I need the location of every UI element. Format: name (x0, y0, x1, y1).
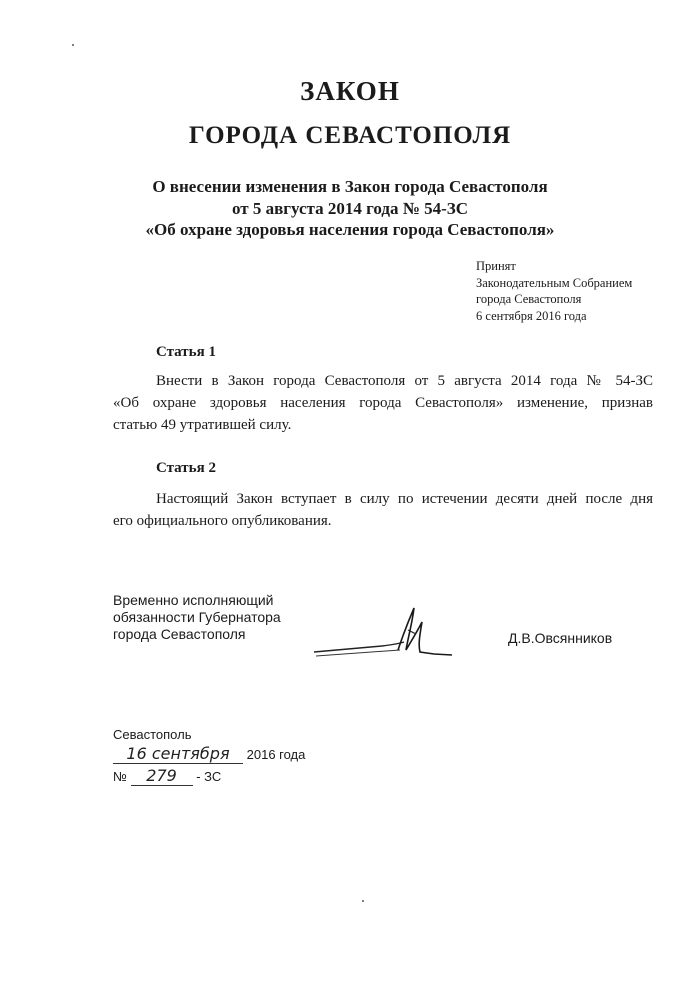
date-year: 2016 года (246, 747, 306, 762)
adoption-line: Принят (476, 259, 516, 273)
article-2-line: Настоящий Закон вступает в силу по истечении десяти дней после дня (156, 491, 653, 507)
article-1-title: Статья 1 (156, 344, 216, 360)
footer-date (113, 744, 305, 764)
article-1-body (113, 370, 653, 436)
adoption-line: 6 сентября 2016 года (476, 308, 587, 323)
signer-position-line: Временно исполняющий (113, 592, 274, 608)
footer-number (113, 766, 221, 786)
signer-name: Д.В.Овсянников (508, 630, 613, 646)
article-2-title: Статья 2 (156, 460, 216, 476)
signer-position (113, 592, 281, 643)
document-subtitle: ГОРОДА СЕВАСТОПОЛЯ (188, 122, 512, 149)
handwritten-signature (312, 600, 472, 670)
scan-speck (72, 44, 74, 46)
handwritten-date: 16 сентября (113, 744, 243, 764)
footer-city: Севастополь (113, 727, 192, 742)
article-1-line: статью 49 утратившей силу. (113, 417, 292, 433)
number-prefix: № (113, 769, 127, 784)
article-1-line: «Об охране здоровья населения города Севастополя» изменение, признав (113, 395, 653, 411)
law-heading-line-2: от 5 августа 2014 года № 54-ЗС (231, 199, 468, 218)
adoption-line: города Севастополя (476, 292, 582, 306)
handwritten-number: 279 (131, 766, 193, 786)
adoption-block (476, 258, 686, 324)
article-2-body (113, 488, 653, 532)
signer-position-line: обязанности Губернатора (113, 609, 281, 625)
law-heading-line-3: «Об охране здоровья населения города Севастополя» (145, 220, 555, 239)
adoption-line: Законодательным Собранием (476, 275, 633, 290)
article-2-line: его официального опубликования. (113, 513, 332, 529)
document-title: ЗАКОН (300, 76, 400, 106)
scan-speck (362, 900, 364, 902)
article-1-line: Внести в Закон города Севастополя от 5 августа 2014 года № 54-ЗС (156, 373, 653, 389)
signer-position-line: города Севастополя (113, 626, 246, 642)
number-suffix: - ЗС (196, 769, 222, 784)
law-heading-line-1: О внесении изменения в Закон города Севастополя (152, 177, 548, 196)
